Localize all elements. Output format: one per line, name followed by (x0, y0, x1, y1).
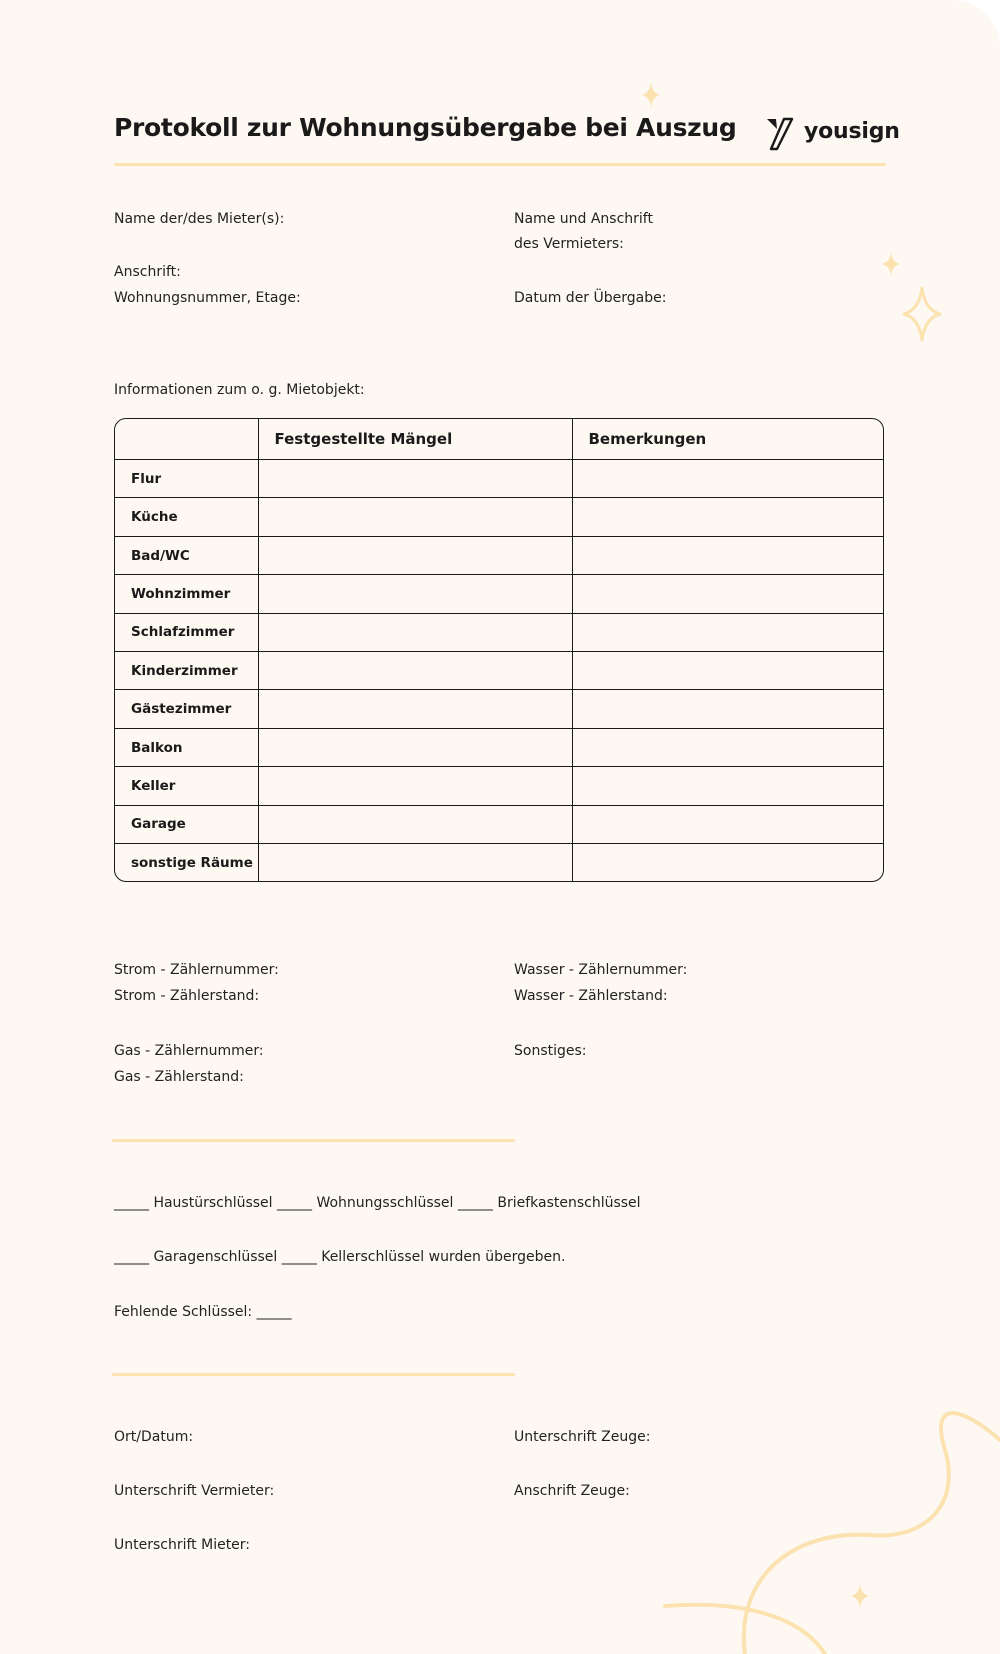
table-row (115, 536, 883, 574)
defects-cell[interactable] (258, 844, 572, 881)
table-row (115, 767, 883, 805)
header-divider (114, 163, 886, 166)
sparkle-icon (882, 252, 900, 276)
remarks-cell[interactable] (572, 690, 883, 728)
water-number-label: Wasser - Zählernummer: (514, 962, 688, 978)
keys-line-2: _____ Garagenschlüssel _____ Kellerschlüssel wurden übergeben. (114, 1249, 566, 1265)
sparkle-outline-icon (904, 288, 940, 340)
table-row (115, 498, 883, 536)
defects-cell[interactable] (258, 460, 572, 498)
column-header-remarks: Bemerkungen (572, 419, 883, 460)
remarks-cell[interactable] (572, 536, 883, 574)
defects-cell[interactable] (258, 613, 572, 651)
column-header-room (115, 419, 258, 460)
remarks-cell[interactable] (572, 575, 883, 613)
electricity-reading-label: Strom - Zählerstand: (114, 988, 260, 1004)
gas-number-label: Gas - Zählernummer: (114, 1043, 264, 1059)
room-name: Keller (115, 767, 258, 805)
keys-line-1: _____ Haustürschlüssel _____ Wohnungsschlüssel _____ Briefkastenschlüssel (114, 1195, 641, 1211)
room-name: Wohnzimmer (115, 575, 258, 613)
yousign-mark-icon (766, 116, 794, 152)
remarks-cell[interactable] (572, 460, 883, 498)
sparkle-icon (851, 1584, 869, 1608)
defects-cell[interactable] (258, 690, 572, 728)
defects-cell[interactable] (258, 536, 572, 574)
apartment-label: Wohnungsnummer, Etage: (114, 290, 301, 306)
tenant-name-label: Name der/des Mieter(s): (114, 211, 285, 227)
remarks-cell[interactable] (572, 652, 883, 690)
room-name: Bad/WC (115, 536, 258, 574)
table-row (115, 575, 883, 613)
water-reading-label: Wasser - Zählerstand: (514, 988, 668, 1004)
room-name: sonstige Räume (115, 844, 258, 881)
defects-cell[interactable] (258, 575, 572, 613)
defects-cell[interactable] (258, 805, 572, 843)
table-row (115, 805, 883, 843)
landlord-signature-label: Unterschrift Vermieter: (114, 1483, 275, 1499)
logo-text: yousign (804, 119, 900, 144)
remarks-cell[interactable] (572, 844, 883, 881)
table-row (115, 728, 883, 766)
section-divider (112, 1139, 515, 1142)
remarks-cell[interactable] (572, 767, 883, 805)
handover-date-label: Datum der Übergabe: (514, 290, 667, 306)
section-divider (112, 1373, 515, 1376)
room-defects-table (114, 418, 884, 882)
table-row (115, 690, 883, 728)
table-row (115, 460, 883, 498)
remarks-cell[interactable] (572, 613, 883, 651)
table-row (115, 844, 883, 881)
object-info-heading: Informationen zum o. g. Mietobjekt: (114, 382, 365, 398)
defects-cell[interactable] (258, 728, 572, 766)
page-title: Protokoll zur Wohnungsübergabe bei Auszug (114, 113, 737, 142)
room-name: Balkon (115, 728, 258, 766)
defects-cell[interactable] (258, 652, 572, 690)
place-date-label: Ort/Datum: (114, 1429, 194, 1445)
column-header-defects: Festgestellte Mängel (258, 419, 572, 460)
landlord-name-label: Name und Anschrift (514, 211, 653, 227)
remarks-cell[interactable] (572, 728, 883, 766)
missing-keys-label: Fehlende Schlüssel: _____ (114, 1304, 292, 1320)
defects-cell[interactable] (258, 498, 572, 536)
room-name: Gästezimmer (115, 690, 258, 728)
electricity-number-label: Strom - Zählernummer: (114, 962, 279, 978)
table-row (115, 613, 883, 651)
room-name: Schlafzimmer (115, 613, 258, 651)
room-name: Kinderzimmer (115, 652, 258, 690)
landlord-name-label-line2: des Vermieters: (514, 236, 624, 252)
table-row (115, 652, 883, 690)
witness-address-label: Anschrift Zeuge: (514, 1483, 630, 1499)
gas-reading-label: Gas - Zählerstand: (114, 1069, 244, 1085)
remarks-cell[interactable] (572, 498, 883, 536)
room-name: Küche (115, 498, 258, 536)
tenant-signature-label: Unterschrift Mieter: (114, 1537, 251, 1553)
witness-signature-label: Unterschrift Zeuge: (514, 1429, 651, 1445)
remarks-cell[interactable] (572, 805, 883, 843)
defects-cell[interactable] (258, 767, 572, 805)
sparkle-icon (642, 82, 660, 108)
address-label: Anschrift: (114, 264, 181, 280)
decorative-curve (744, 1413, 1000, 1654)
room-name: Flur (115, 460, 258, 498)
other-label: Sonstiges: (514, 1043, 587, 1059)
room-name: Garage (115, 805, 258, 843)
decorative-curve (665, 1605, 825, 1654)
